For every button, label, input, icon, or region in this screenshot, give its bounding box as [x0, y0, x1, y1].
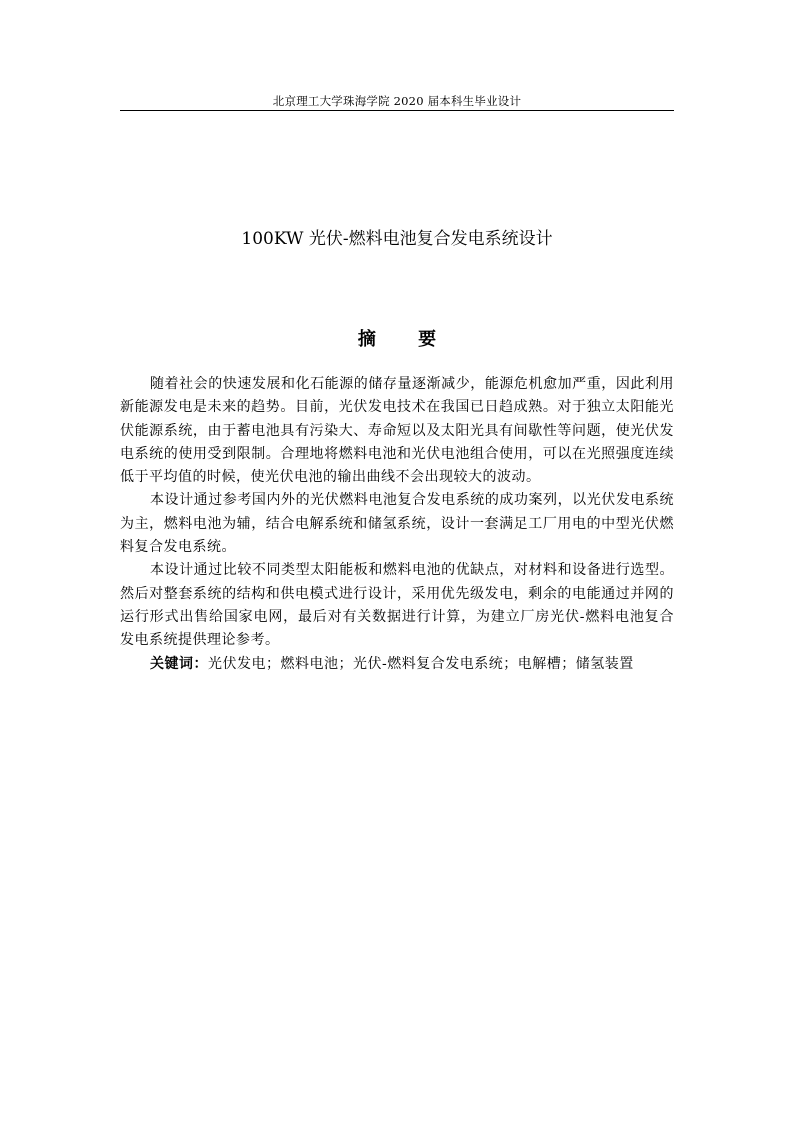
page-header-text: 北京理工大学珠海学院 2020 届本科生毕业设计 [272, 94, 522, 108]
abstract-heading: 摘 要 [357, 329, 455, 350]
page-header [120, 92, 674, 111]
document-title: 100KW 光伏-燃料电池复合发电系统设计 [241, 229, 553, 249]
keywords-text: 光伏发电；燃料电池；光伏-燃料复合发电系统；电解槽；储氢装置 [208, 655, 634, 672]
abstract-paragraph-2: 本设计通过参考国内外的光伏燃料电池复合发电系统的成功案列，以光伏发电系统为主，燃料电池为辅，结合电解系统和储氢系统，设计一套满足工厂用电的中型光伏燃料复合发电系统。 [120, 492, 674, 556]
abstract-paragraph-1: 随着社会的快速发展和化石能源的储存量逐渐减少，能源危机愈加严重，因此利用新能源发电是未来的趋势。目前，光伏发电技术在我国已日趋成熟。对于独立太阳能光伏能源系统，由于蓄电池具有污染大、寿命短以及太阳光具有间歇性等问题，使光伏发电系统的使用受到限制。合理地将燃料电池和光伏电池组合使用，可以在光照强度连续低于平均值的时候，使光伏电池的输出曲线不会出现较大的波动。 [120, 376, 674, 486]
keywords-line [120, 653, 674, 676]
abstract-paragraph-3: 本设计通过比较不同类型太阳能板和燃料电池的优缺点，对材料和设备进行选型。然后对整套系统的结构和供电模式进行设计，采用优先级发电，剩余的电能通过并网的运行形式出售给国家电网，最后对有关数据进行计算，为建立厂房光伏-燃料电池复合发电系统提供理论参考。 [120, 562, 674, 649]
keywords-label: 关键词： [150, 655, 208, 672]
abstract-body [120, 373, 674, 676]
